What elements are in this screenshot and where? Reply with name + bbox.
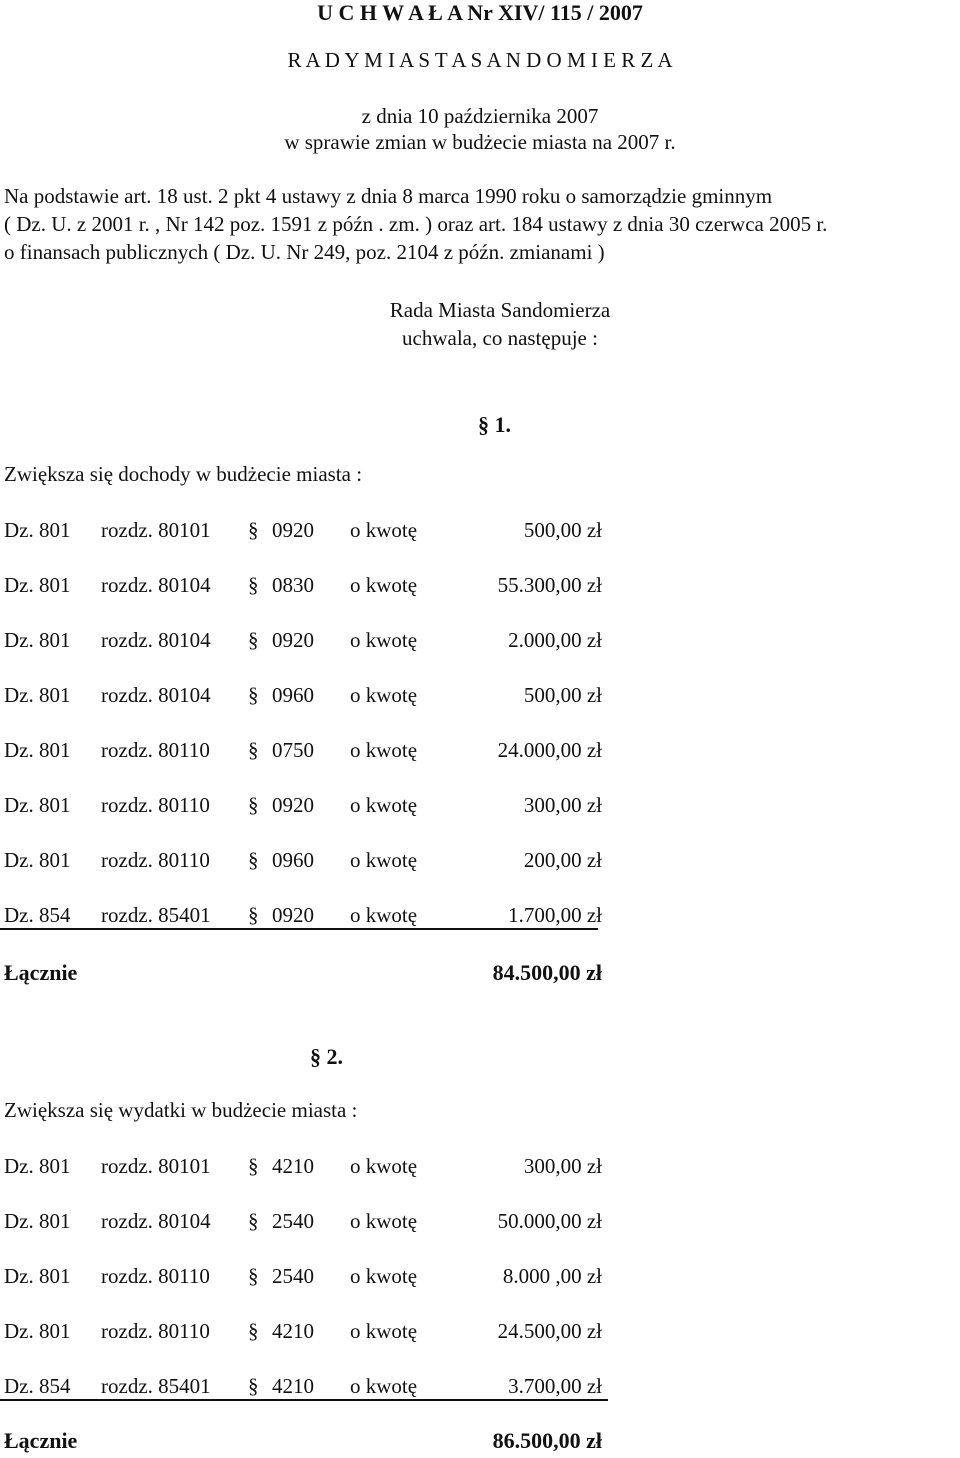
chapter-code: rozdz. 80110 [101,738,210,762]
paragraph-symbol: § [248,1209,259,1233]
paragraph-code: 0920 [272,903,314,927]
table-row [0,850,960,876]
chapter-code: rozdz. 80110 [101,848,210,872]
division-code: Dz. 801 [4,683,71,707]
division-code: Dz. 854 [4,903,71,927]
paragraph-symbol: § [248,1374,259,1398]
division-code: Dz. 854 [4,1374,71,1398]
paragraph-code: 0920 [272,518,314,542]
amount-value: 500,00 zł [523,518,602,542]
paragraph-symbol: § [248,903,259,927]
division-code: Dz. 801 [4,518,71,542]
paragraph-code: 0830 [272,573,314,597]
division-code: Dz. 801 [4,1319,71,1343]
table-row [0,905,960,931]
paragraph-symbol: § [248,573,259,597]
paragraph-code: 0920 [272,628,314,652]
amount-prefix: o kwotę [350,793,418,817]
paragraph-code: 0960 [272,683,314,707]
chapter-code: rozdz. 80104 [101,628,211,652]
amount-value: 200,00 zł [523,848,602,872]
table-row [0,520,960,546]
amount-prefix: o kwotę [350,628,418,652]
paragraph-code: 0960 [272,848,314,872]
amount-value: 300,00 zł [523,1154,602,1178]
chapter-code: rozdz. 80104 [101,1209,211,1233]
amount-value: 300,00 zł [523,793,602,817]
amount-prefix: o kwotę [350,518,418,542]
division-code: Dz. 801 [4,573,71,597]
amount-value: 1.700,00 zł [508,903,602,927]
table-row [0,1376,960,1402]
paragraph-symbol: § [248,1264,259,1288]
division-code: Dz. 801 [4,1264,71,1288]
preamble-line-1: Na podstawie art. 18 ust. 2 pkt 4 ustawy z dnia 8 marca 1990 roku o samorządzie gminnym [4,184,773,208]
paragraph-symbol: § [248,793,259,817]
table-row [0,740,960,766]
paragraph-code: 0920 [272,793,314,817]
chapter-code: rozdz. 80104 [101,573,211,597]
division-code: Dz. 801 [4,738,71,762]
amount-value: 8.000 ,00 zł [502,1264,602,1288]
chapter-code: rozdz. 85401 [101,1374,211,1398]
chapter-code: rozdz. 80110 [101,793,210,817]
table-row [0,795,960,821]
amount-prefix: o kwotę [350,683,418,707]
section-2-total-amount: 86.500,00 zł [492,1428,602,1453]
paragraph-code: 2540 [272,1264,314,1288]
paragraph-symbol: § [248,683,259,707]
amount-value: 3.700,00 zł [508,1374,602,1398]
table-row [0,1266,960,1292]
paragraph-code: 0750 [272,738,314,762]
preamble-line-2: ( Dz. U. z 2001 r. , Nr 142 poz. 1591 z późn . zm. ) oraz art. 184 ustawy z dnia 30 czerwca 2005 r. [4,212,828,236]
paragraph-code: 2540 [272,1209,314,1233]
amount-prefix: o kwotę [350,903,418,927]
paragraph-symbol: § [248,1319,259,1343]
amount-prefix: o kwotę [350,573,418,597]
amount-value: 24.500,00 zł [497,1319,602,1343]
amount-value: 24.000,00 zł [497,738,602,762]
section-2-total-label: Łącznie [4,1428,78,1453]
amount-value: 2.000,00 zł [508,628,602,652]
section-1-total-label: Łącznie [4,960,78,985]
table-row [0,630,960,656]
section-1-marker: § 1. [478,412,511,437]
amount-prefix: o kwotę [350,1319,418,1343]
division-code: Dz. 801 [4,1209,71,1233]
amount-prefix: o kwotę [350,738,418,762]
table-row [0,1156,960,1182]
chapter-code: rozdz. 80101 [101,1154,211,1178]
table-row [0,1211,960,1237]
amount-prefix: o kwotę [350,1154,418,1178]
table-row [0,1321,960,1347]
chapter-code: rozdz. 80104 [101,683,211,707]
chapter-code: rozdz. 80110 [101,1264,210,1288]
table-row [0,575,960,601]
council-name: R A D Y M I A S T A S A N D O M I E R Z A [287,48,673,72]
amount-value: 50.000,00 zł [497,1209,602,1233]
resolution-date: z dnia 10 października 2007 [361,104,599,128]
amount-prefix: o kwotę [350,1374,418,1398]
division-code: Dz. 801 [4,793,71,817]
chapter-code: rozdz. 80101 [101,518,211,542]
amount-value: 500,00 zł [523,683,602,707]
resolves-line-2: uchwala, co następuje : [402,326,598,350]
chapter-code: rozdz. 85401 [101,903,211,927]
amount-prefix: o kwotę [350,1209,418,1233]
division-code: Dz. 801 [4,628,71,652]
paragraph-symbol: § [248,1154,259,1178]
amount-value: 55.300,00 zł [497,573,602,597]
resolves-line-1: Rada Miasta Sandomierza [389,298,611,322]
chapter-code: rozdz. 80110 [101,1319,210,1343]
section-2-heading: Zwiększa się wydatki w budżecie miasta : [4,1098,358,1122]
section-1-total-amount: 84.500,00 zł [492,960,602,985]
resolution-title: U C H W A Ł A Nr XIV/ 115 / 2007 [317,0,643,25]
paragraph-symbol: § [248,628,259,652]
division-code: Dz. 801 [4,848,71,872]
section-2-marker: § 2. [310,1044,343,1069]
amount-prefix: o kwotę [350,1264,418,1288]
table-row [0,685,960,711]
paragraph-symbol: § [248,848,259,872]
resolution-subject: w sprawie zmian w budżecie miasta na 2007 r. [284,130,676,154]
paragraph-code: 4210 [272,1154,314,1178]
section-1-heading: Zwiększa się dochody w budżecie miasta : [4,462,363,486]
division-code: Dz. 801 [4,1154,71,1178]
paragraph-symbol: § [248,518,259,542]
paragraph-code: 4210 [272,1374,314,1398]
paragraph-symbol: § [248,738,259,762]
amount-prefix: o kwotę [350,848,418,872]
paragraph-code: 4210 [272,1319,314,1343]
preamble-line-3: o finansach publicznych ( Dz. U. Nr 249, poz. 2104 z późn. zmianami ) [4,240,605,264]
